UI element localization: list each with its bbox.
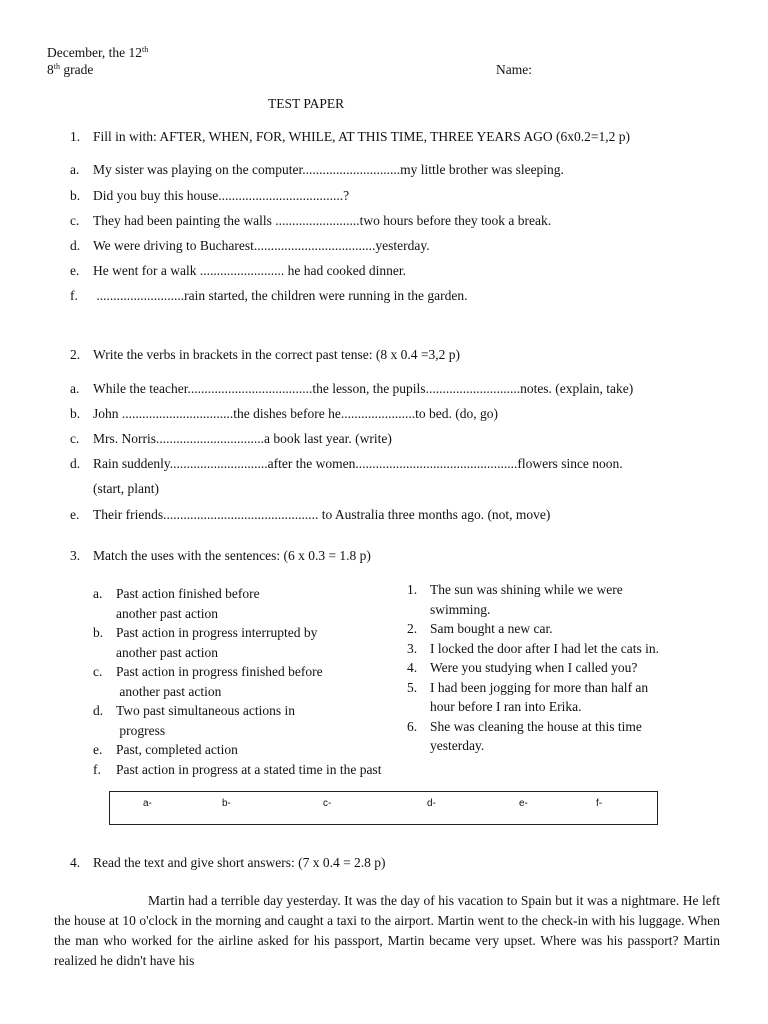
use-item — [93, 662, 381, 682]
q4-number: 4. — [70, 855, 81, 870]
q1-title — [70, 129, 630, 145]
item-text: Their friends.............................................. to Australia three months ago. (not, move) — [93, 507, 551, 522]
q2-item — [70, 431, 392, 447]
q4-title — [70, 855, 386, 871]
item-label: e. — [70, 263, 80, 278]
q3-title — [70, 548, 371, 564]
q3-number: 3. — [70, 548, 81, 563]
page-title: TEST PAPER — [268, 96, 345, 111]
q1-number: 1. — [70, 129, 81, 144]
use-text: another past action — [116, 605, 218, 621]
use-label: d. — [93, 703, 104, 718]
q1-item — [70, 213, 551, 229]
use-label: b. — [93, 625, 104, 640]
use-text: progress — [116, 722, 166, 738]
use-item-continued — [93, 604, 381, 624]
item-text: My sister was playing on the computer.............................my little brother was sleeping. — [93, 162, 564, 177]
q2-item-continued — [70, 481, 159, 497]
q2-number: 2. — [70, 347, 81, 362]
sentences-list — [407, 580, 659, 756]
use-text: another past action — [116, 683, 222, 699]
sentence-text: Sam bought a new car. — [430, 621, 553, 636]
answer-label: d- — [427, 798, 436, 809]
sentence-label: 2. — [407, 621, 418, 636]
sentence-label: 1. — [407, 582, 418, 597]
reading-paragraph — [54, 891, 720, 971]
item-text: Did you buy this house.....................................? — [93, 188, 350, 203]
use-item — [93, 584, 381, 604]
q2-item — [70, 406, 498, 422]
date-text: December, the 12 — [47, 45, 143, 60]
q1-item — [70, 188, 349, 204]
item-text: They had been painting the walls .........................two hours before they took a break. — [93, 213, 552, 228]
use-text: Past action in progress at a stated time in the past — [116, 761, 382, 777]
item-label: e. — [70, 507, 80, 522]
use-text: Past, completed action — [116, 742, 238, 757]
item-text: Mrs. Norris................................a book last year. (write) — [93, 431, 392, 446]
sentence-text: She was cleaning the house at this time — [430, 718, 642, 734]
q1-item — [70, 263, 406, 279]
answer-label: f- — [596, 798, 603, 809]
q2-item — [70, 456, 623, 472]
sentence-item — [407, 639, 659, 659]
sentence-item-continued — [407, 697, 659, 717]
item-text: Rain suddenly.............................after the women................................................flowers since noon. — [93, 456, 623, 471]
sentence-item — [407, 658, 659, 678]
item-label: d. — [70, 238, 81, 253]
use-item-continued — [93, 721, 381, 741]
item-label: d. — [70, 456, 81, 471]
sentence-text: I locked the door after I had let the cats in. — [430, 640, 660, 656]
q1-item — [70, 288, 468, 304]
item-label: c. — [70, 213, 80, 228]
use-label: c. — [93, 664, 103, 679]
q3-title-text: Match the uses with the sentences: (6 x 0.3 = 1.8 p) — [93, 548, 371, 563]
use-item-continued — [93, 643, 381, 663]
sentence-text: I had been jogging for more than half an — [430, 679, 649, 695]
reading-text: Martin had a terrible day yesterday. It was the day of his vacation to Spain but it was a nightmare. He left the house at 10 o'clock in the morning and caught a taxi to the airport. Martin went to the check-in with his luggage. When the man who worked for the airline asked for his passport, Martin became very upset. Where was his passport? Martin realized he didn't have his — [54, 893, 720, 968]
sentence-item — [407, 619, 659, 639]
grade-number: 8 — [47, 62, 54, 77]
item-label: c. — [70, 431, 80, 446]
item-label: b. — [70, 406, 81, 421]
sentence-item — [407, 717, 659, 737]
sentence-label: 4. — [407, 660, 418, 675]
item-text: ..........................rain started, the children were running in the garden. — [93, 288, 468, 303]
answer-label: b- — [222, 798, 231, 809]
grade-superscript: th — [53, 62, 60, 71]
use-item-continued — [93, 682, 381, 702]
item-label: b. — [70, 188, 81, 203]
sentence-item-continued — [407, 736, 659, 756]
use-label: a. — [93, 586, 103, 601]
answer-label: c- — [323, 798, 332, 809]
sentence-item-continued — [407, 600, 659, 620]
sentence-label: 6. — [407, 718, 418, 734]
item-label: f. — [70, 288, 78, 303]
item-label: a. — [70, 381, 80, 396]
use-label: e. — [93, 742, 103, 757]
use-label: f. — [93, 761, 101, 777]
use-item — [93, 760, 381, 780]
use-text: Past action in progress interrupted by — [116, 625, 318, 640]
sentence-text: hour before I ran into Erika. — [430, 699, 582, 714]
item-label: a. — [70, 162, 80, 177]
item-text: John .................................the dishes before he......................to bed. (do, go) — [93, 406, 498, 421]
item-text: (start, plant) — [93, 481, 159, 496]
use-item — [93, 623, 381, 643]
q1-item — [70, 162, 564, 178]
q2-title — [70, 347, 460, 363]
answer-label: e- — [519, 798, 528, 809]
sentence-label: 5. — [407, 679, 418, 695]
name-label: Name: — [496, 62, 532, 77]
sentence-text: The sun was shining while we were — [430, 582, 623, 597]
q4-title-text: Read the text and give short answers: (7 x 0.4 = 2.8 p) — [93, 855, 386, 870]
date-superscript: th — [142, 45, 149, 54]
use-item — [93, 701, 381, 721]
q1-item — [70, 238, 430, 254]
use-text: Past action finished before — [116, 586, 260, 601]
grade-text: grade — [59, 62, 94, 77]
sentence-text: yesterday. — [430, 738, 485, 753]
date-line — [47, 45, 148, 61]
use-item — [93, 740, 381, 760]
answer-label: a- — [143, 798, 152, 809]
use-text: Past action in progress finished before — [116, 664, 323, 679]
grade-line — [47, 62, 93, 78]
use-text: Two past simultaneous actions in — [116, 703, 296, 718]
q1-title-text: Fill in with: AFTER, WHEN, FOR, WHILE, AT THIS TIME, THREE YEARS AGO (6x0.2=1,2 p) — [93, 129, 631, 144]
item-text: He went for a walk ......................... he had cooked dinner. — [93, 263, 407, 278]
q2-title-text: Write the verbs in brackets in the correct past tense: (8 x 0.4 =3,2 p) — [93, 347, 460, 362]
item-text: While the teacher.....................................the lesson, the pupils............................notes. (explain, take) — [93, 381, 634, 396]
sentence-label: 3. — [407, 640, 418, 656]
sentence-item — [407, 678, 659, 698]
sentence-text: Were you studying when I called you? — [430, 660, 638, 675]
answer-box — [109, 791, 658, 825]
uses-list — [93, 584, 381, 779]
q2-item — [70, 381, 633, 397]
q2-item — [70, 507, 550, 523]
use-text: another past action — [116, 644, 218, 660]
sentence-text: swimming. — [430, 601, 491, 617]
sentence-item — [407, 580, 659, 600]
item-text: We were driving to Bucharest....................................yesterday. — [93, 238, 430, 253]
